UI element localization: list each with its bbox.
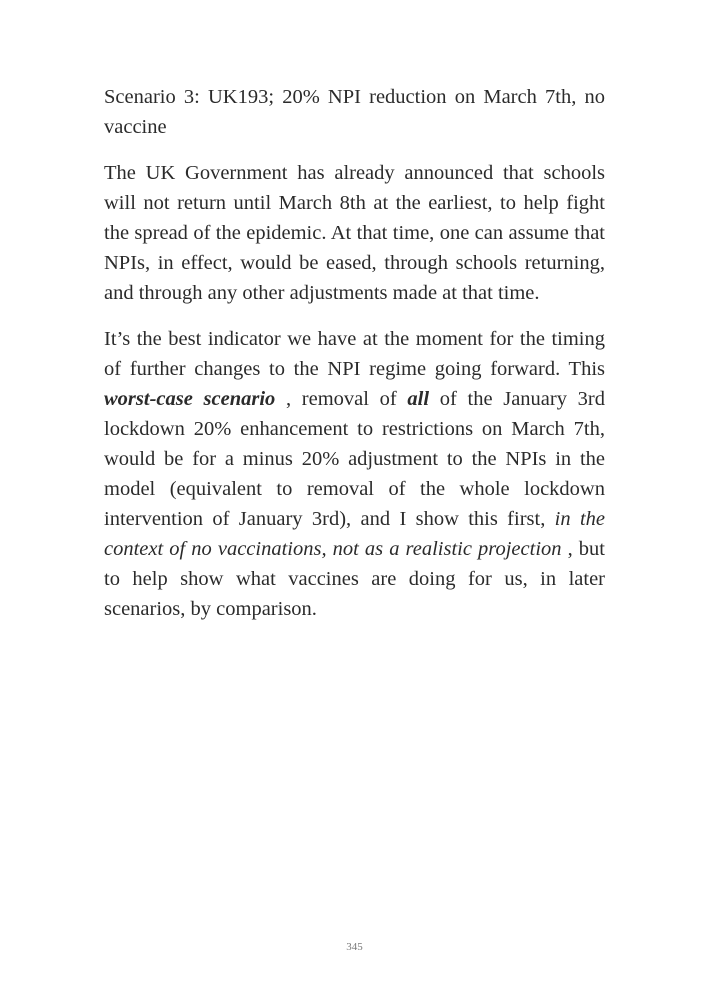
emphasis-all: all (407, 388, 430, 410)
emphasis-context-note: in the context of no vaccinations, not as a realistic projection (104, 508, 605, 560)
paragraph-2 (104, 324, 605, 624)
paragraph-2-text-2: , removal of (275, 388, 408, 410)
paragraph-1: The UK Government has already announced that schools will not return until March 8th at the earliest, to help fight the spread of the epidemic. At that time, one can assume that NPIs, in effect, would be eased, through schools returning, and through any other adjustments made at that time. (104, 162, 605, 304)
emphasis-worst-case-scenario: worst-case scenario (104, 388, 276, 410)
paragraph-2-text-1: It’s the best indicator we have at the moment for the timing of further changes to the NPI regime going forward. This (104, 328, 605, 380)
paragraph-2-text-4: , but to help show what vaccines are doing for us, in later scenarios, by comparison. (104, 538, 605, 620)
page-number: 345 (346, 941, 363, 953)
paragraph-2-text-3: of the January 3rd lockdown 20% enhancement to restrictions on March 7th, would be for a minus 20% adjustment to the NPIs in the model (equivalent to removal of the whole lockdown intervention of January 3rd), and I show this first, (104, 388, 605, 530)
section-heading: Scenario 3: UK193; 20% NPI reduction on March 7th, no vaccine (104, 86, 605, 138)
page-content (104, 82, 605, 640)
